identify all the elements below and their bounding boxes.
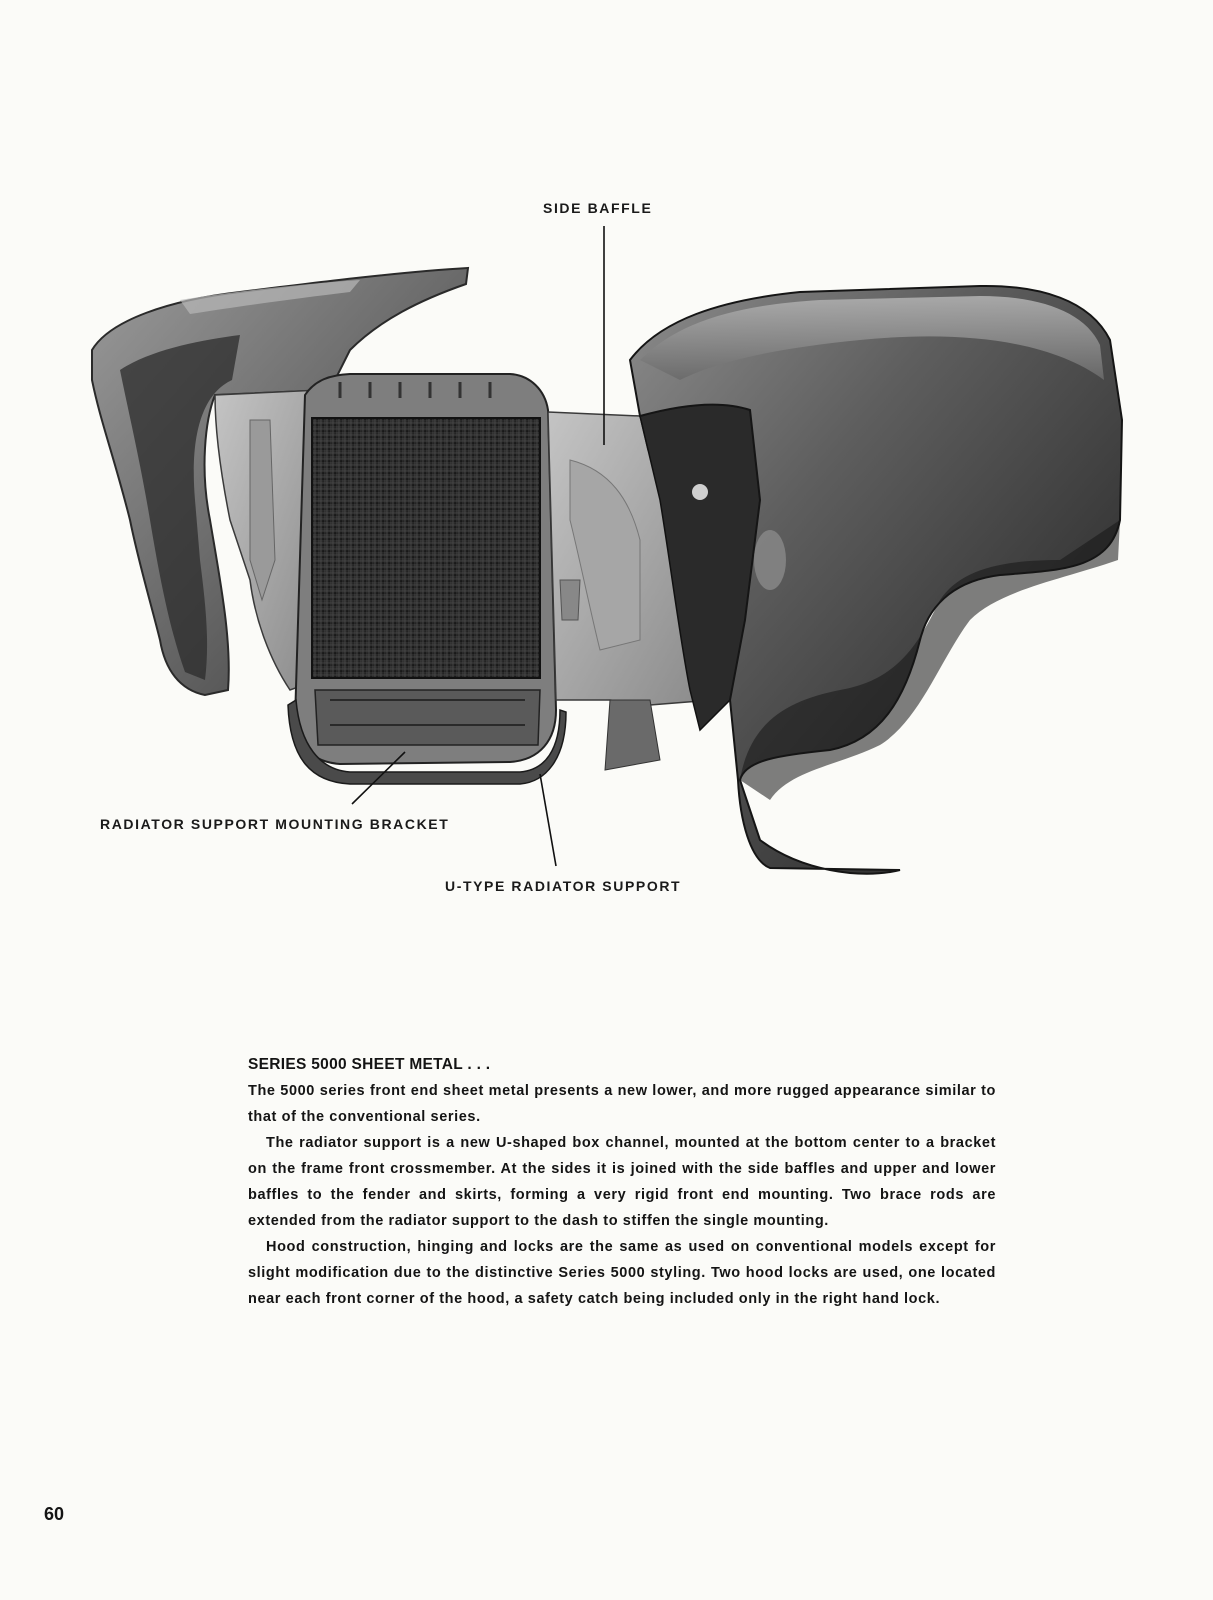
u-type-support-leader [540,774,556,866]
lower-baffle [605,700,660,770]
page-number: 60 [44,1504,65,1524]
callout-side-baffle: SIDE BAFFLE [543,200,653,216]
radiator-core [312,418,540,678]
paragraph-2: The radiator support is a new U-shaped box channel, mounted at the bottom center to a bracket on the frame front crossmember. At the sides it is joined with the side baffles and upper and lower baffles to the fender and skirts, forming a very rigid front end mounting. Two brace rods are extended from the radiator support to the dash to stiffen the single mounting. [248,1135,996,1229]
paragraph-3: Hood construction, hinging and locks are the same as used on conventional models except for slight modification due to the distinctive Series 5000 styling. Two hood locks are used, one located near each front corner of the hood, a safety catch being included only in the right hand lock. [248,1239,996,1307]
paragraph-1: The 5000 series front end sheet metal presents a new lower, and more rugged appearance similar to that of the conventional series. [248,1083,996,1125]
section-heading: SERIES 5000 SHEET METAL . . . [248,1056,491,1073]
article-text [248,1052,996,1312]
callout-u-type-radiator-support: U-TYPE RADIATOR SUPPORT [445,878,682,894]
callout-radiator-support-mounting-bracket: RADIATOR SUPPORT MOUNTING BRACKET [100,816,450,832]
